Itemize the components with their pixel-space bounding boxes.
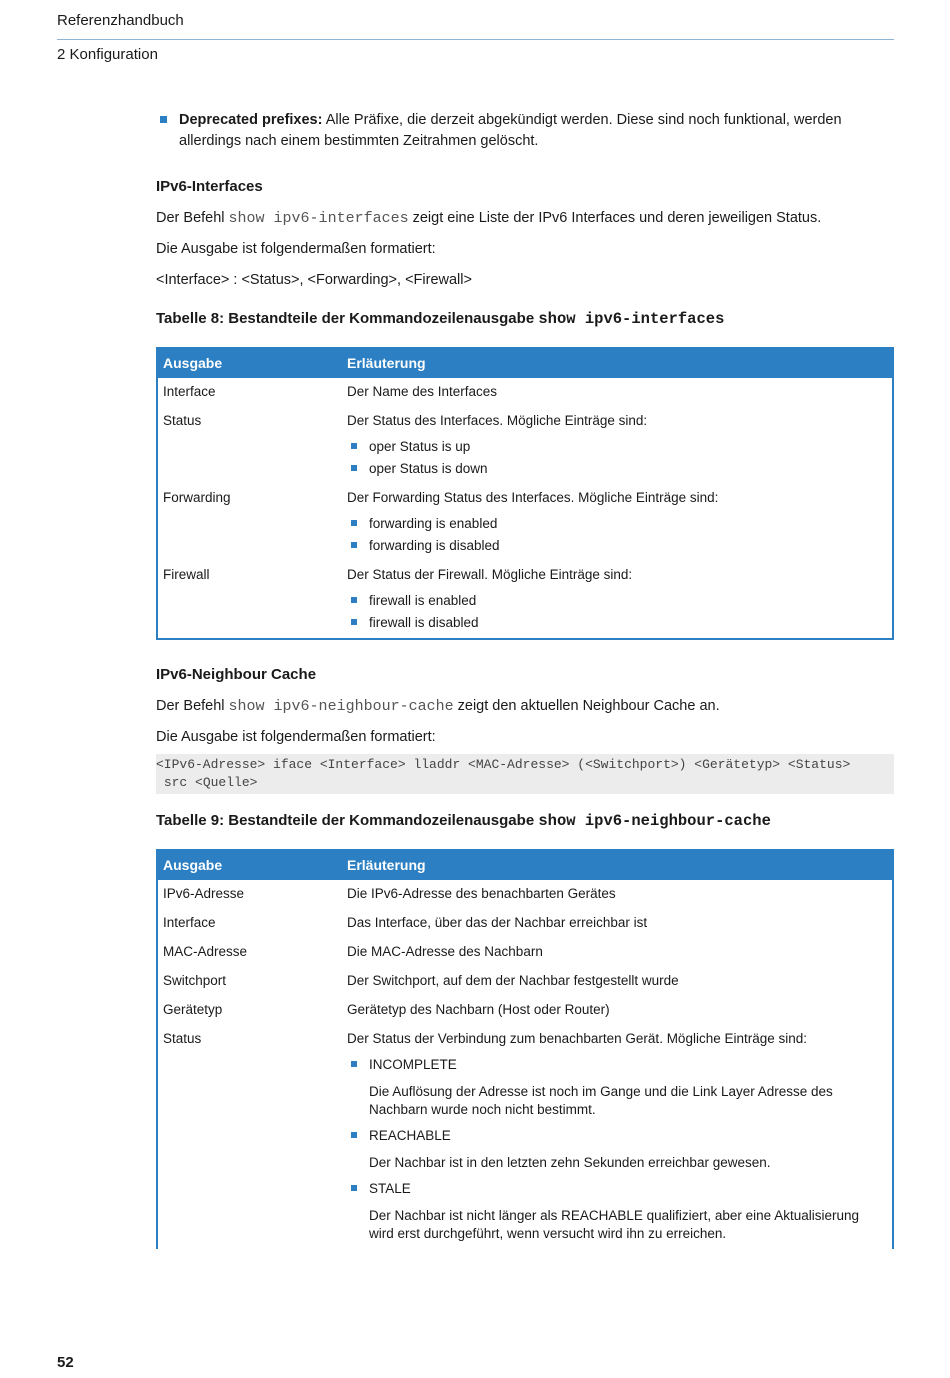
cell-desc	[342, 407, 893, 484]
caption-text: Tabelle 8: Bestandteile der Kommandozeilenausgabe	[156, 310, 535, 327]
format-line: <Interface> : <Status>, <Forwarding>, <Firewall>	[156, 272, 472, 288]
item-text: forwarding is disabled	[369, 538, 500, 553]
cell-desc: Der Switchport, auf dem der Nachbar festgestellt wurde	[347, 973, 679, 988]
table-header-row	[157, 347, 893, 378]
cell-desc: Die MAC-Adresse des Nachbarn	[347, 944, 543, 959]
column-header-ausgabe: Ausgabe	[157, 347, 342, 378]
column-header-ausgabe: Ausgabe	[157, 849, 342, 880]
caption-text: Tabelle 9: Bestandteile der Kommandozeilenausgabe	[156, 812, 535, 829]
header-rule	[57, 39, 894, 40]
cell-desc: Das Interface, über das der Nachbar erreichbar ist	[347, 915, 648, 930]
cell-desc: Die IPv6-Adresse des benachbarten Gerätes	[347, 886, 616, 901]
list-item	[347, 460, 887, 478]
cell-desc	[342, 484, 893, 561]
bullet-square-icon	[351, 520, 357, 526]
bullet-square-icon	[160, 116, 167, 123]
item-text: forwarding is enabled	[369, 516, 498, 531]
main-content	[156, 110, 894, 1249]
cell-term: Firewall	[163, 567, 210, 582]
state-description: Die Auflösung der Adresse ist noch im Gange und die Link Layer Adresse des Nachbarn wurde noch nicht bestimmt.	[369, 1084, 833, 1117]
table-row	[157, 938, 893, 967]
bullet-square-icon	[351, 1132, 357, 1138]
item-text: firewall is disabled	[369, 615, 479, 630]
cell-term: Status	[163, 413, 202, 428]
format-intro: Die Ausgabe ist folgendermaßen formatiert:	[156, 729, 436, 745]
state-name: STALE	[369, 1181, 411, 1196]
page-header	[57, 10, 894, 63]
desc-text: Der Forwarding Status des Interfaces. Mögliche Einträge sind:	[347, 490, 719, 505]
desc-text: Der Status des Interfaces. Mögliche Einträge sind:	[347, 413, 648, 428]
page-number: 52	[57, 1354, 74, 1371]
state-name: INCOMPLETE	[369, 1057, 457, 1072]
table-row	[157, 561, 893, 639]
list-item	[347, 515, 887, 533]
column-header-erlaeuterung: Erläuterung	[342, 347, 893, 378]
command-inline: show ipv6-interfaces	[228, 210, 409, 227]
text: Der Befehl	[156, 210, 225, 226]
list-item	[347, 1180, 887, 1198]
bullet-square-icon	[351, 1061, 357, 1067]
list-item	[347, 614, 887, 632]
cell-term: Gerätetyp	[163, 1002, 223, 1017]
text: zeigt eine Liste der IPv6 Interfaces und deren jeweiligen Status.	[412, 210, 822, 226]
bullet-square-icon	[351, 542, 357, 548]
state-description: Der Nachbar ist in den letzten zehn Sekunden erreichbar gewesen.	[369, 1155, 771, 1170]
column-header-erlaeuterung: Erläuterung	[342, 849, 893, 880]
cell-term: Forwarding	[163, 490, 231, 505]
format-code-block: <IPv6-Adresse> iface <Interface> lladdr <MAC-Adresse> (<Switchport>) <Gerätetyp> <Status> src <Quelle>	[156, 754, 894, 794]
cell-term: Interface	[163, 915, 216, 930]
running-title: Referenzhandbuch	[57, 12, 184, 29]
table-row	[157, 967, 893, 996]
table-header-row	[157, 849, 893, 880]
list-item	[347, 592, 887, 610]
table-row	[157, 1025, 893, 1249]
table8	[156, 347, 894, 640]
table9	[156, 849, 894, 1249]
state-name: REACHABLE	[369, 1128, 451, 1143]
cell-term: MAC-Adresse	[163, 944, 248, 959]
desc-text: Der Status der Firewall. Mögliche Einträge sind:	[347, 567, 633, 582]
cell-desc	[342, 561, 893, 639]
bullet-square-icon	[351, 619, 357, 625]
table-row	[157, 996, 893, 1025]
table-row	[157, 407, 893, 484]
caption-command: show ipv6-interfaces	[538, 310, 725, 328]
item-text: oper Status is up	[369, 439, 471, 454]
bullet-square-icon	[351, 597, 357, 603]
table8-caption	[156, 308, 894, 330]
cell-term: IPv6-Adresse	[163, 886, 245, 901]
list-item	[347, 537, 887, 555]
table-row	[157, 484, 893, 561]
cell-term: Interface	[163, 384, 216, 399]
bullet-term: Deprecated prefixes:	[179, 112, 323, 128]
cell-term: Switchport	[163, 973, 227, 988]
cache-paragraph	[156, 695, 894, 718]
section-heading-interfaces: IPv6-Interfaces	[156, 178, 263, 195]
command-inline: show ipv6-neighbour-cache	[228, 698, 454, 715]
interfaces-paragraph	[156, 207, 894, 230]
desc-text: Der Status der Verbindung zum benachbarten Gerät. Mögliche Einträge sind:	[347, 1031, 808, 1046]
list-item	[347, 438, 887, 456]
deprecated-prefixes-item	[156, 110, 894, 152]
format-intro: Die Ausgabe ist folgendermaßen formatiert:	[156, 241, 436, 257]
item-text: firewall is enabled	[369, 593, 477, 608]
cell-term: Status	[163, 1031, 202, 1046]
caption-command: show ipv6-neighbour-cache	[538, 812, 771, 830]
table9-caption	[156, 810, 894, 832]
list-item	[347, 1056, 887, 1074]
text: zeigt den aktuellen Neighbour Cache an.	[457, 698, 720, 714]
bullet-text: Alle Präfixe, die derzeit abgekündigt werden. Diese sind noch funktional, werden allerdings nach einem bestimmten Zeitrahmen gelöscht.	[179, 112, 842, 149]
table-row	[157, 880, 893, 909]
chapter-title: 2 Konfiguration	[57, 46, 158, 63]
cell-desc: Gerätetyp des Nachbarn (Host oder Router)	[347, 1002, 610, 1017]
table-row	[157, 378, 893, 407]
item-text: oper Status is down	[369, 461, 488, 476]
cell-desc: Der Name des Interfaces	[347, 384, 498, 399]
table-row	[157, 909, 893, 938]
list-item	[347, 1127, 887, 1145]
section-heading-neighbour-cache: IPv6-Neighbour Cache	[156, 666, 317, 683]
state-description: Der Nachbar ist nicht länger als REACHABLE qualifiziert, aber eine Aktualisierung wird erst durchgeführt, wenn versucht wird ihn zu erreichen.	[369, 1208, 859, 1241]
text: Der Befehl	[156, 698, 225, 714]
bullet-square-icon	[351, 1185, 357, 1191]
cell-desc	[342, 1025, 893, 1249]
bullet-square-icon	[351, 465, 357, 471]
bullet-square-icon	[351, 443, 357, 449]
